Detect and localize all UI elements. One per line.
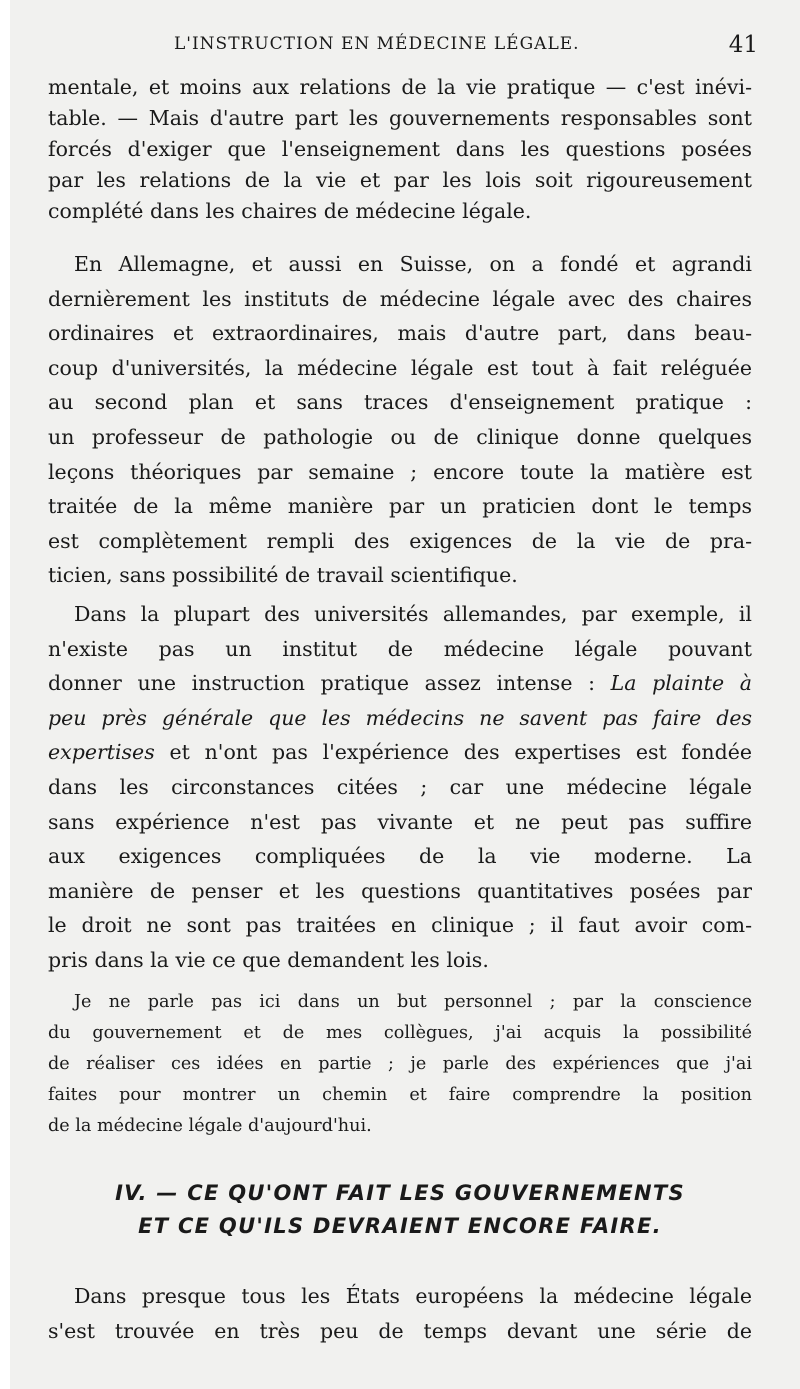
text-line: coup d'universités, la médecine légale est tout à fait reléguée: [48, 355, 752, 380]
paragraph-1: [48, 72, 752, 227]
text-line: [48, 735, 752, 770]
text-line: [48, 701, 752, 736]
text-line: n'existe pas un institut de médecine légale pouvant: [48, 636, 752, 661]
heading-line: IV. — CE QU'ONT FAIT LES GOUVERNEMENTS: [115, 1181, 685, 1206]
text-run: donner une instruction pratique assez intense :: [48, 671, 611, 696]
text-line: dernièrement les instituts de médecine légale avec des chaires: [48, 286, 752, 311]
running-title: L'INSTRUCTION EN MÉDECINE LÉGALE.: [174, 34, 580, 54]
text-line: forcés d'exiger que l'enseignement dans les questions posées: [48, 137, 752, 161]
text-line: du gouvernement et de mes collègues, j'ai acquis la possibilité: [48, 1023, 752, 1044]
text-line: dans les circonstances citées ; car une médecine légale: [48, 774, 752, 799]
text-run: et n'ont pas l'expérience des expertises est fondée: [154, 740, 752, 765]
text-line: Dans la plupart des universités allemandes, par exemple, il: [74, 601, 752, 626]
text-line: manière de penser et les questions quantitatives posées par: [48, 878, 752, 903]
text-line: table. — Mais d'autre part les gouvernements responsables sont: [48, 106, 752, 130]
text-line: [48, 666, 752, 701]
text-line: Dans presque tous les États européens la médecine légale: [74, 1284, 752, 1309]
text-line: pris dans la vie ce que demandent les lois.: [48, 947, 489, 972]
text-line: de la médecine légale d'aujourd'hui.: [48, 1115, 372, 1136]
paragraph-4-small: [48, 987, 752, 1141]
section-heading: [48, 1177, 752, 1243]
text-line: leçons théoriques par semaine ; encore toute la matière est: [48, 459, 752, 484]
heading-line: ET CE QU'ILS DEVRAIENT ENCORE FAIRE.: [138, 1214, 662, 1239]
text-line: au second plan et sans traces d'enseignement pratique :: [48, 390, 752, 415]
text-line: Je ne parle pas ici dans un but personnel ; par la conscience: [74, 992, 752, 1013]
paragraph-3: [48, 597, 752, 978]
page-body: [48, 72, 752, 1349]
text-line: le droit ne sont pas traitées en clinique ; il faut avoir com-: [48, 913, 752, 938]
running-header: [48, 32, 758, 62]
text-line: mentale, et moins aux relations de la vie pratique — c'est inévi-: [48, 75, 752, 99]
text-line: un professeur de pathologie ou de clinique donne quelques: [48, 424, 752, 449]
text-line: s'est trouvée en très peu de temps devant une série de: [48, 1319, 752, 1344]
text-line: ticien, sans possibilité de travail scientifique.: [48, 563, 518, 588]
text-line: aux exigences compliquées de la vie moderne. La: [48, 844, 752, 869]
italic-run: expertises: [48, 740, 155, 765]
text-line: traitée de la même manière par un praticien dont le temps: [48, 494, 752, 519]
paragraph-5: [48, 1279, 752, 1348]
text-line: ordinaires et extraordinaires, mais d'autre part, dans beau-: [48, 321, 752, 346]
page-margin-edge: [0, 0, 10, 1389]
text-line: sans expérience n'est pas vivante et ne peut pas suffire: [48, 809, 752, 834]
italic-run: La plainte à: [610, 671, 752, 696]
italic-run: peu près générale que les médecins ne savent pas faire des: [48, 705, 752, 730]
text-line: de réaliser ces idées en partie ; je parle des expériences que j'ai: [48, 1054, 752, 1075]
page-number: 41: [728, 32, 758, 58]
text-line: En Allemagne, et aussi en Suisse, on a fondé et agrandi: [74, 252, 752, 276]
text-line: faites pour montrer un chemin et faire comprendre la position: [48, 1084, 752, 1105]
text-line: complété dans les chaires de médecine légale.: [48, 199, 532, 223]
text-line: par les relations de la vie et par les lois soit rigoureusement: [48, 168, 752, 192]
text-line: est complètement rempli des exigences de la vie de pra-: [48, 528, 752, 553]
paragraph-2: [48, 247, 752, 593]
